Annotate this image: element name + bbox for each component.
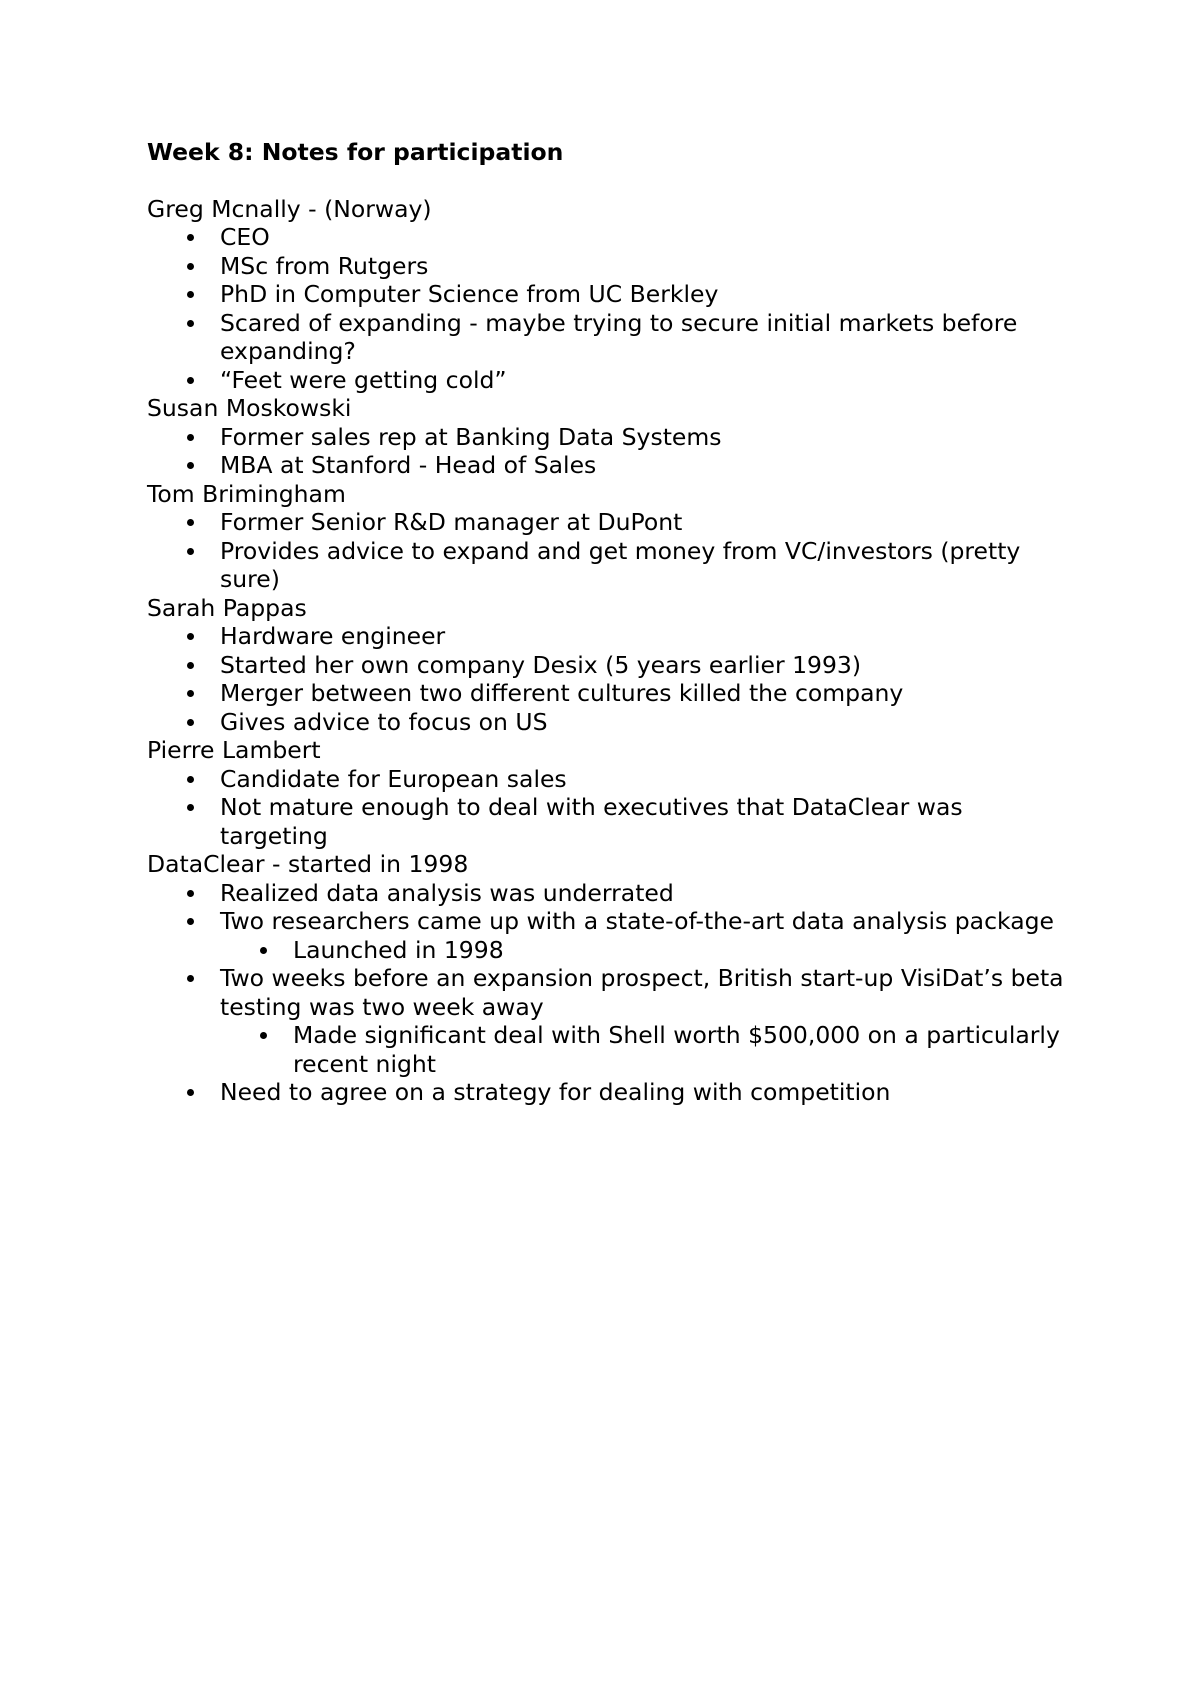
list-item-text: Candidate for European sales <box>220 764 567 793</box>
list-item <box>147 309 1067 366</box>
list-item-text: Realized data analysis was underrated <box>220 878 674 907</box>
list-item <box>147 1078 1067 1107</box>
bullet-icon <box>187 377 194 384</box>
list-item <box>147 622 1067 651</box>
section-heading: Tom Brimingham <box>147 479 346 508</box>
list-item <box>147 280 1067 309</box>
bullet-icon <box>187 1089 194 1096</box>
bullet-list <box>147 879 1067 1107</box>
section-heading: Sarah Pappas <box>147 593 307 622</box>
list-item <box>147 679 1067 708</box>
section-heading: Pierre Lambert <box>147 736 321 764</box>
bullet-icon <box>187 320 194 327</box>
bullet-list <box>147 622 1067 736</box>
bullet-icon <box>187 918 194 925</box>
bullet-list <box>147 423 1067 480</box>
sub-bullet-list <box>220 936 1067 965</box>
list-item <box>147 879 1067 908</box>
bullet-list <box>147 223 1067 394</box>
list-item <box>147 708 1067 737</box>
section-heading: DataClear - started in 1998 <box>147 850 469 878</box>
list-item-text: “Feet were getting cold” <box>220 365 507 394</box>
list-item-text: Two researchers came up with a state-of-the-art data analysis package <box>220 907 1054 935</box>
list-item-text: Former sales rep at Banking Data Systems <box>220 422 722 451</box>
list-item-text: Gives advice to focus on US <box>220 707 548 736</box>
bullet-icon <box>187 719 194 726</box>
bullet-icon <box>187 890 194 897</box>
list-item <box>147 508 1067 537</box>
section-tom-brimingham <box>147 480 1067 594</box>
list-item-text: PhD in Computer Science from UC Berkley <box>220 280 719 308</box>
sub-bullet-list <box>220 1021 1067 1078</box>
document-title: Week 8: Notes for participation <box>147 138 564 166</box>
document-page <box>147 138 1067 1107</box>
list-item-text: CEO <box>220 223 270 251</box>
section-sarah-pappas <box>147 594 1067 737</box>
bullet-icon <box>187 519 194 526</box>
bullet-icon <box>187 434 194 441</box>
list-item-text: Hardware engineer <box>220 622 446 650</box>
list-item <box>147 423 1067 452</box>
bullet-icon <box>187 690 194 697</box>
bullet-icon <box>187 975 194 982</box>
list-item <box>147 451 1067 480</box>
section-heading: Susan Moskowski <box>147 394 352 422</box>
list-item <box>147 223 1067 252</box>
list-item-text: Two weeks before an expansion prospect, British start-up VisiDat’s beta testing was two week away <box>220 964 1064 1021</box>
list-item-text: Not mature enough to deal with executives that DataClear was targeting <box>220 793 963 850</box>
list-item-text: MBA at Stanford - Head of Sales <box>220 451 597 479</box>
list-item-text: Started her own company Desix (5 years earlier 1993) <box>220 650 862 679</box>
list-item <box>147 366 1067 395</box>
sub-list-item-text: Made significant deal with Shell worth $500,000 on a particularly recent night <box>293 1021 1060 1078</box>
bullet-icon <box>187 633 194 640</box>
list-item <box>147 907 1067 964</box>
list-item-text: Former Senior R&D manager at DuPont <box>220 508 683 536</box>
bullet-icon <box>187 234 194 241</box>
bullet-icon <box>187 548 194 555</box>
bullet-list <box>147 765 1067 851</box>
list-item-text: Merger between two different cultures killed the company <box>220 679 904 707</box>
list-item <box>147 537 1067 594</box>
bullet-icon <box>187 291 194 298</box>
sub-list-item <box>220 936 1067 965</box>
bullet-icon <box>187 662 194 669</box>
list-item-text: Need to agree on a strategy for dealing with competition <box>220 1078 891 1106</box>
section-susan-moskowski <box>147 394 1067 480</box>
bullet-icon <box>187 263 194 270</box>
bullet-icon <box>260 1032 267 1039</box>
sub-list-item <box>220 1021 1067 1078</box>
sub-list-item-text: Launched in 1998 <box>293 935 504 964</box>
section-heading: Greg Mcnally - (Norway) <box>147 194 432 223</box>
list-item-text: Provides advice to expand and get money from VC/investors (pretty sure) <box>220 536 1021 593</box>
section-dataclear <box>147 850 1067 1107</box>
bullet-icon <box>260 947 267 954</box>
section-greg-mcnally <box>147 195 1067 395</box>
bullet-icon <box>187 776 194 783</box>
list-item-text: MSc from Rutgers <box>220 251 429 280</box>
bullet-icon <box>187 462 194 469</box>
bullet-icon <box>187 804 194 811</box>
list-item <box>147 765 1067 794</box>
list-item <box>147 793 1067 850</box>
list-item <box>147 964 1067 1078</box>
list-item <box>147 252 1067 281</box>
list-item <box>147 651 1067 680</box>
section-pierre-lambert <box>147 736 1067 850</box>
list-item-text: Scared of expanding - maybe trying to secure initial markets before expanding? <box>220 308 1018 365</box>
bullet-list <box>147 508 1067 594</box>
